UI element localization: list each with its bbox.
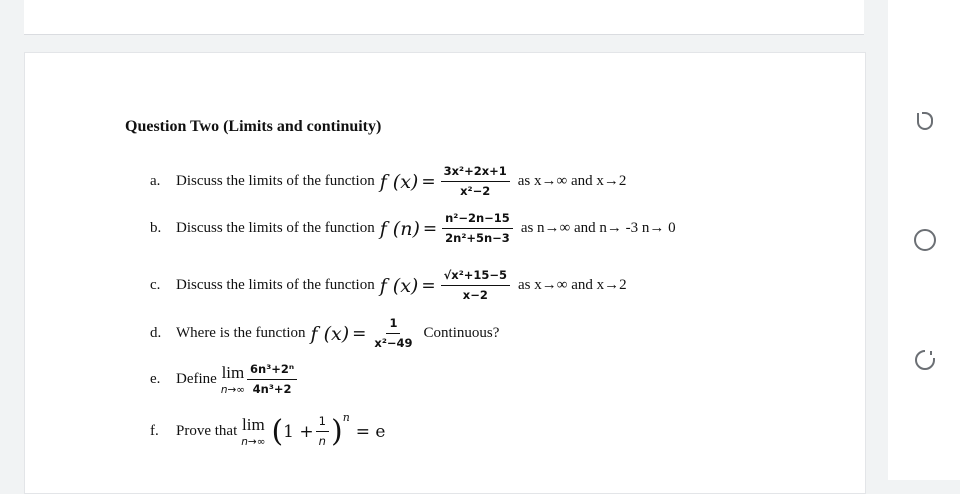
function-name: f (x): [379, 170, 419, 193]
exponent: n: [342, 411, 350, 425]
item-text: Discuss the limits of the function: [176, 220, 375, 236]
limit-operator: lim: [242, 415, 265, 434]
question-title: Question Two (Limits and continuity): [125, 118, 382, 135]
item-letter: d.: [150, 325, 162, 341]
equals-sign: =: [421, 171, 436, 192]
item-letter: f.: [150, 423, 159, 440]
numerator: 3x²+2x+1: [441, 166, 510, 182]
function-name: f (x): [310, 322, 350, 345]
item-d: [150, 318, 499, 349]
limit-subscript: n→∞: [241, 436, 266, 448]
base-expression: 1 +: [283, 421, 314, 442]
item-letter: a.: [150, 173, 161, 189]
item-text: Prove that: [176, 423, 238, 440]
denominator: 4n³+2: [252, 381, 292, 396]
limit-operator: lim: [221, 363, 245, 382]
numerator: n²−2n−15: [442, 213, 513, 229]
denominator: x−2: [462, 287, 488, 302]
item-suffix: as x→∞ and x→2: [517, 173, 627, 189]
add-image-icon[interactable]: [912, 347, 938, 373]
equals-sign: =: [422, 218, 438, 239]
item-text: Where is the function: [176, 325, 306, 341]
numerator: 6n³+2ⁿ: [247, 364, 297, 380]
denominator: 2n²+5n−3: [445, 230, 510, 245]
equals-e: = e: [355, 421, 386, 442]
function-name: f (n): [379, 217, 420, 240]
item-letter: c.: [150, 277, 161, 293]
numerator: √x²+15−5: [441, 270, 510, 286]
limit: [221, 364, 245, 396]
add-question-icon[interactable]: [912, 108, 938, 134]
item-a: [150, 166, 626, 197]
close-paren: ): [330, 413, 343, 449]
item-text: Discuss the limits of the function: [176, 277, 375, 293]
fraction: [441, 166, 510, 197]
item-b: [150, 213, 676, 244]
item-letter: b.: [150, 220, 162, 236]
item-c: [150, 270, 627, 301]
previous-card: [24, 0, 864, 35]
numerator: 1: [386, 318, 400, 334]
item-text: Define: [176, 371, 217, 388]
fraction: [247, 364, 297, 395]
fraction: [441, 270, 510, 301]
equals-sign: =: [352, 323, 367, 344]
numerator: 1: [316, 416, 329, 432]
limit-subscript: n→∞: [220, 384, 246, 396]
fraction: [371, 318, 415, 349]
denominator: n: [318, 433, 326, 448]
fraction: [442, 213, 513, 244]
limit: [241, 416, 265, 448]
fraction: [316, 416, 329, 447]
item-f: [150, 411, 386, 449]
add-title-icon[interactable]: [912, 227, 938, 253]
equals-sign: =: [421, 275, 436, 296]
item-e: [150, 364, 299, 396]
open-paren: (: [271, 413, 284, 449]
item-text: Discuss the limits of the function: [176, 173, 375, 189]
denominator: x²−2: [460, 183, 491, 198]
denominator: x²−49: [374, 335, 413, 350]
item-suffix: as n→∞ and n→ -3 n→ 0: [520, 220, 676, 236]
item-letter: e.: [150, 371, 161, 388]
function-name: f (x): [379, 274, 419, 297]
item-suffix: as x→∞ and x→2: [518, 277, 627, 293]
item-suffix: Continuous?: [423, 325, 500, 341]
